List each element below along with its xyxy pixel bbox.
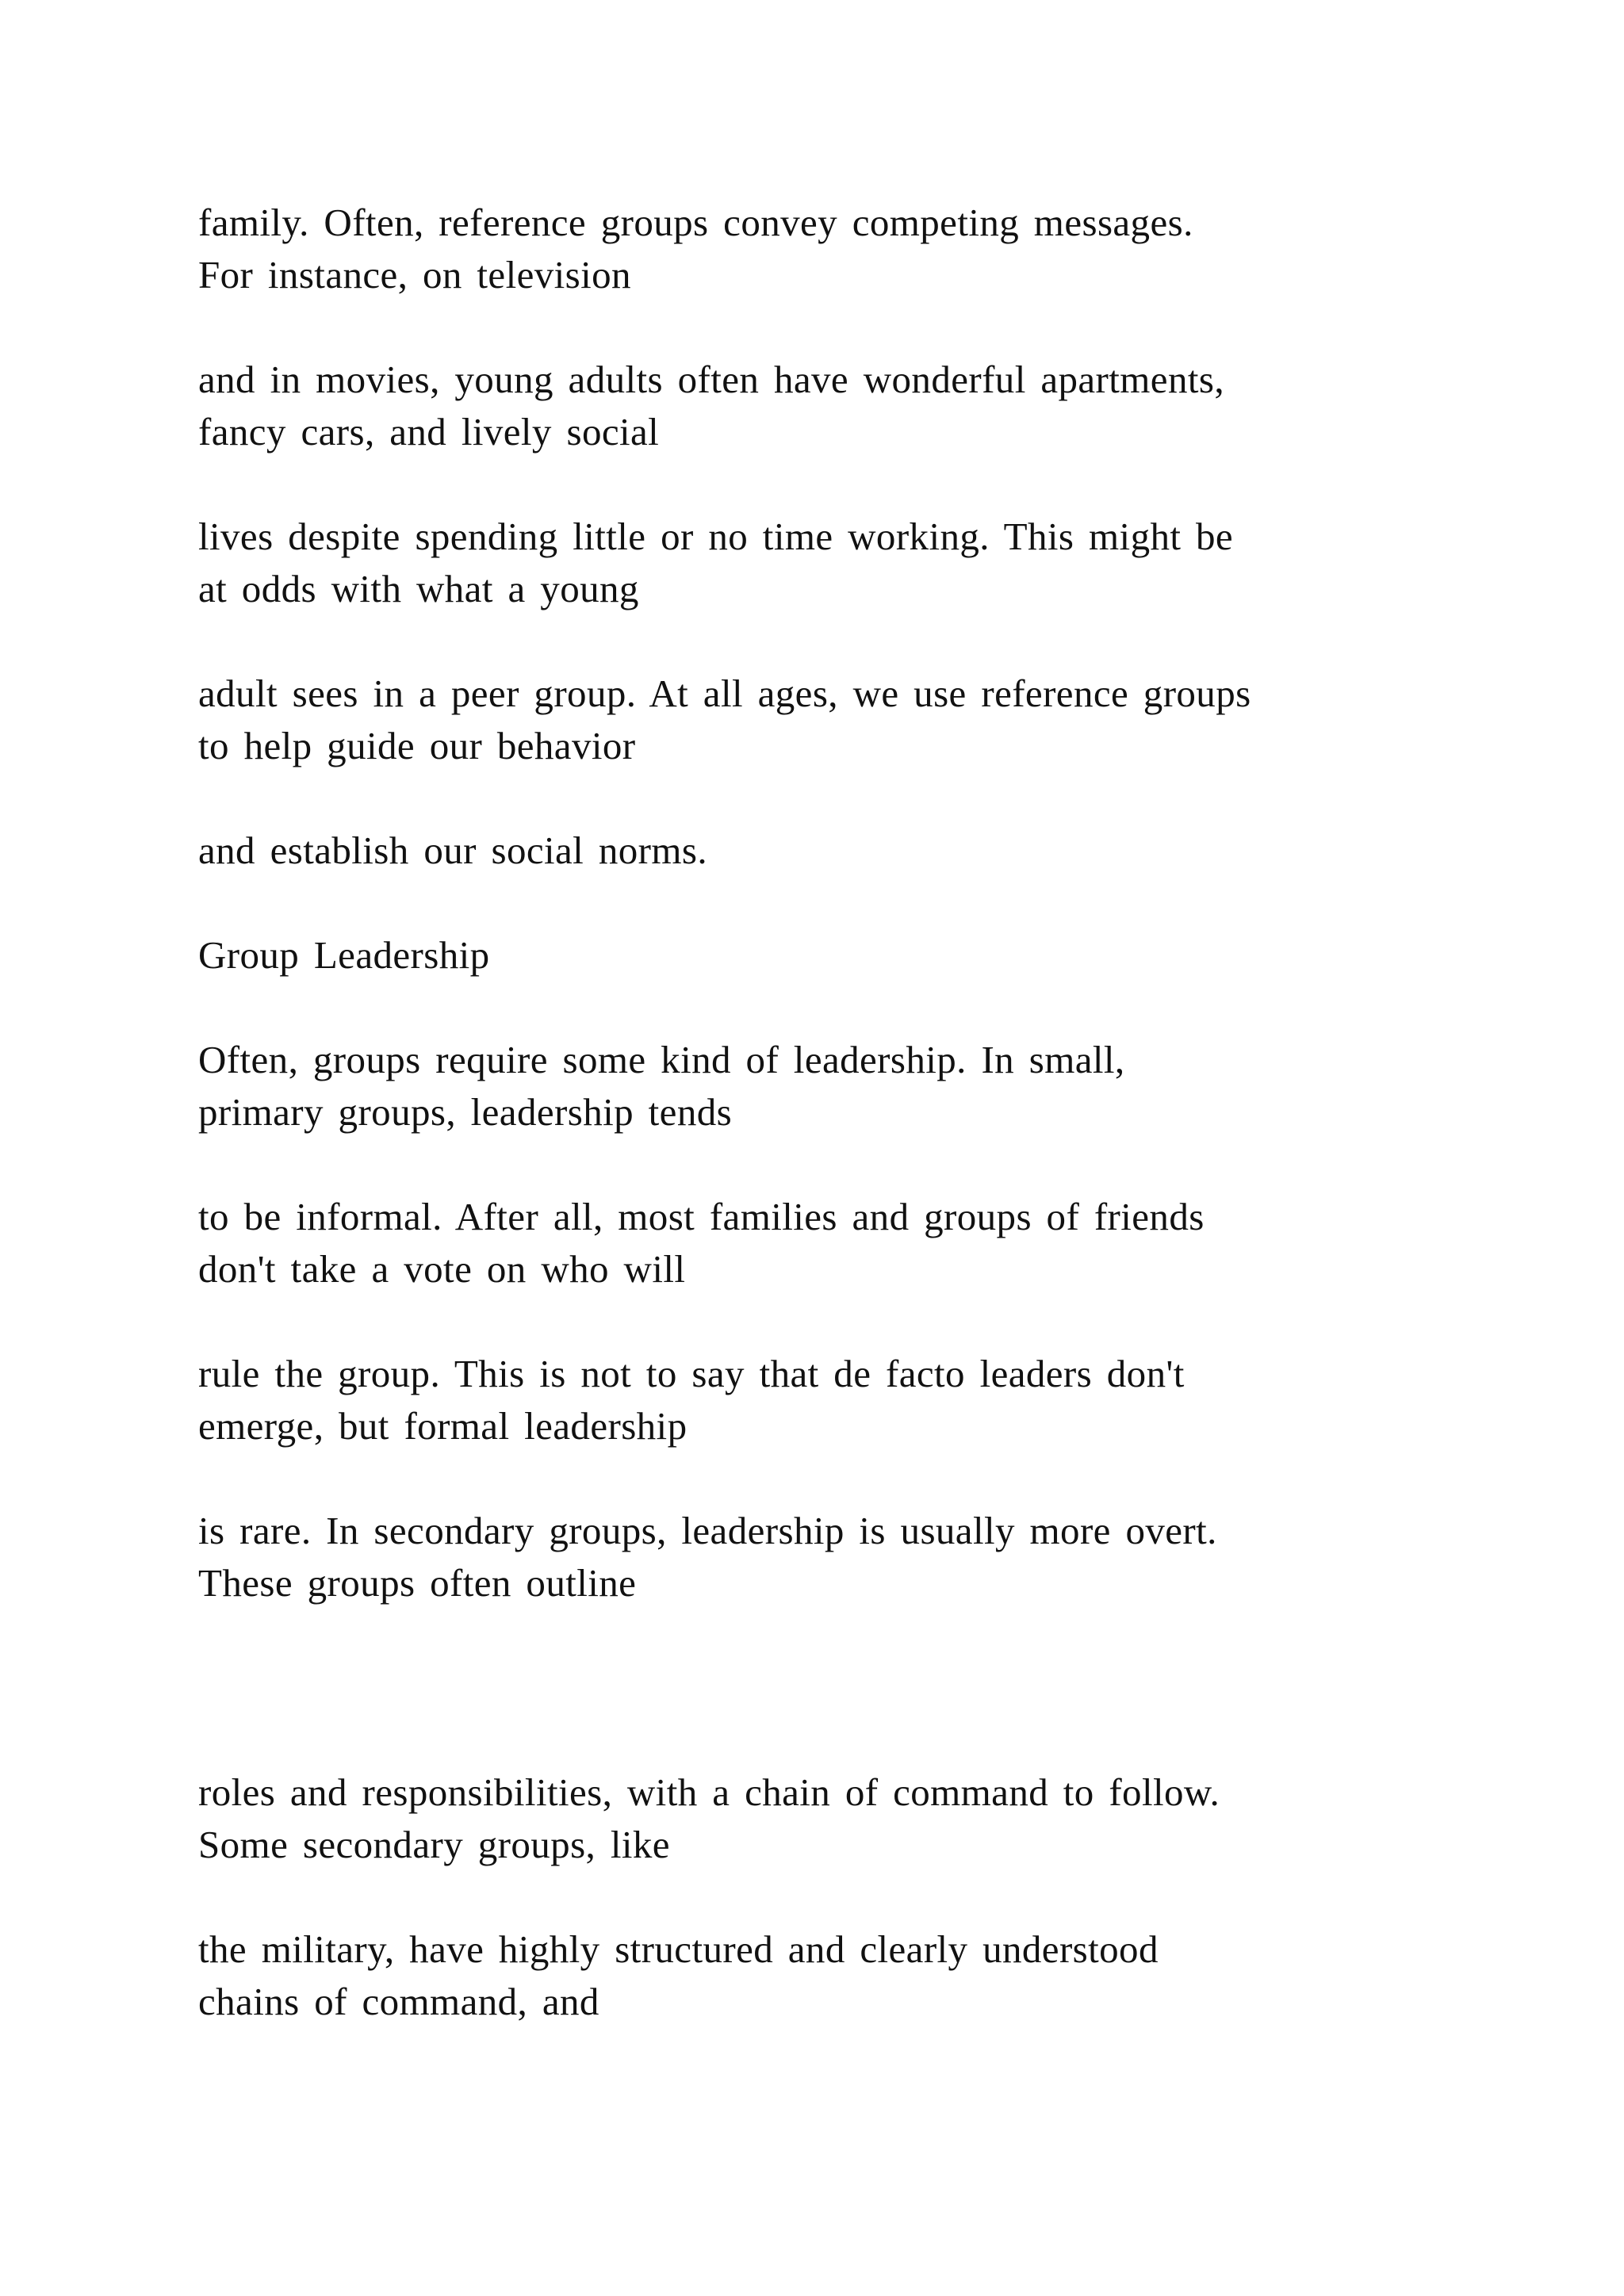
text-line: rule the group. This is not to say that de facto leaders don't bbox=[198, 1352, 1185, 1395]
paragraph bbox=[198, 668, 1546, 772]
text-line: For instance, on television bbox=[198, 253, 631, 297]
text-line: family. Often, reference groups convey competing messages. bbox=[198, 201, 1193, 244]
text-line: Some secondary groups, like bbox=[198, 1823, 670, 1866]
paragraph bbox=[198, 1348, 1546, 1452]
text-line: to be informal. After all, most families and groups of friends bbox=[198, 1195, 1205, 1238]
text-line: at odds with what a young bbox=[198, 567, 639, 610]
text-line: roles and responsibilities, with a chain of command to follow. bbox=[198, 1770, 1220, 1814]
text-line: and establish our social norms. bbox=[198, 828, 707, 872]
text-line: These groups often outline bbox=[198, 1561, 637, 1605]
text-line: adult sees in a peer group. At all ages, we use reference groups bbox=[198, 672, 1251, 715]
text-line: don't take a vote on who will bbox=[198, 1247, 686, 1291]
text-line: fancy cars, and lively social bbox=[198, 410, 660, 453]
paragraph bbox=[198, 354, 1546, 458]
text-line: the military, have highly structured and clearly understood bbox=[198, 1927, 1159, 1971]
paragraph bbox=[198, 1766, 1546, 1871]
paragraph bbox=[198, 511, 1546, 615]
paragraph bbox=[198, 1505, 1546, 1609]
heading-line: Group Leadership bbox=[198, 933, 490, 977]
paragraph bbox=[198, 1034, 1546, 1138]
text-line: is rare. In secondary groups, leadership is usually more overt. bbox=[198, 1509, 1217, 1552]
paragraph bbox=[198, 825, 1546, 877]
text-line: Often, groups require some kind of leadership. In small, bbox=[198, 1038, 1125, 1081]
text-line: to help guide our behavior bbox=[198, 724, 636, 767]
text-line: primary groups, leadership tends bbox=[198, 1090, 733, 1134]
section-heading bbox=[198, 929, 1546, 982]
text-line: lives despite spending little or no time working. This might be bbox=[198, 515, 1234, 558]
paragraph bbox=[198, 197, 1546, 301]
paragraph bbox=[198, 1191, 1546, 1295]
paragraph bbox=[198, 1923, 1546, 2028]
text-line: emerge, but formal leadership bbox=[198, 1404, 688, 1448]
text-line: and in movies, young adults often have wonderful apartments, bbox=[198, 358, 1224, 401]
text-line: chains of command, and bbox=[198, 1980, 599, 2023]
